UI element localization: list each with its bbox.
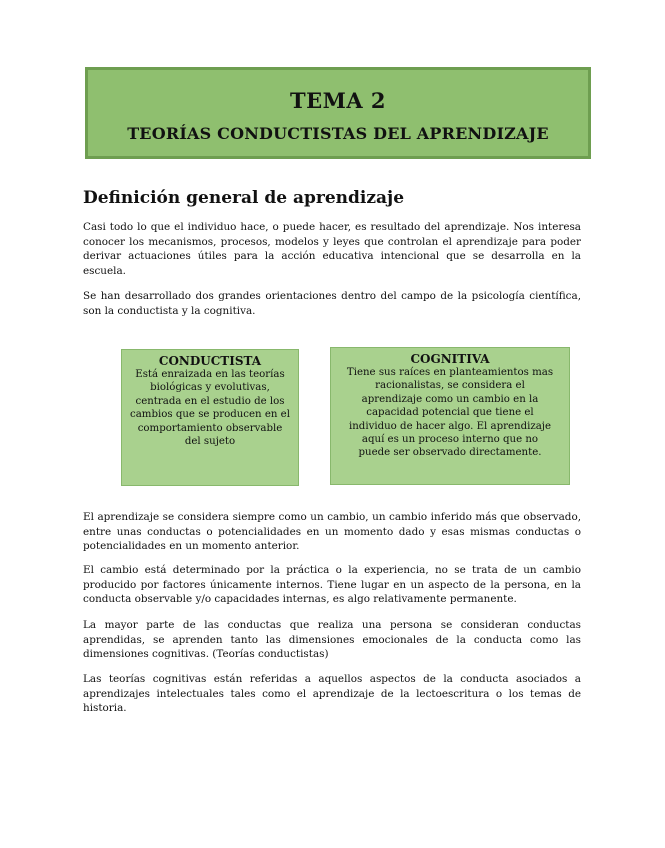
conductista-box: [121, 349, 299, 486]
body-paragraph-1: El aprendizaje se considera siempre como un cambio, un cambio inferido más que observado, entre unas conductas o potencialidades en un momento dado y esas mismas conductas o potencialidades en un momento anterior.: [83, 511, 581, 553]
cognitiva-title: COGNITIVA: [410, 352, 490, 366]
body-paragraph-2: El cambio está determinado por la práctica o la experiencia, no se trata de un cambio producido por factores únicamente internos. Tiene lugar en un aspecto de la persona, en la conducta observable y/o capacidades internas, es algo relativamente permanente.: [83, 564, 581, 606]
body-paragraph-3: La mayor parte de las conductas que realiza una persona se consideran conductas aprendidas, se aprenden tanto las dimensiones emocionales de la conducta como las dimensiones cognitivas. (Teorías conductistas): [83, 619, 581, 661]
body-paragraph-4: Las teorías cognitivas están referidas a aquellos aspectos de la conducta asociados a aprendizajes intelectuales tales como el aprendizaje de la lectoescritura o los temas de historia.: [83, 673, 581, 715]
cognitiva-text: Tiene sus raíces en planteamientos mas racionalistas, se considera el aprendizaje como un cambio en la capacidad potencial que tiene el individuo de hacer algo. El aprendizaje aquí es un proceso interno que no puede ser observado directamente.: [346, 367, 554, 459]
conductista-title: CONDUCTISTA: [158, 354, 262, 368]
intro-paragraph-1: Casi todo lo que el individuo hace, o puede hacer, es resultado del aprendizaje. Nos interesa conocer los mecanismos, procesos, modelos y leyes que controlan el aprendizaje para poder derivar actuaciones útiles para la acción educativa intencional que se desarrolla en la escuela.: [83, 221, 581, 277]
title-banner: [85, 67, 591, 159]
cognitiva-box: [330, 347, 570, 485]
conductista-text: Está enraizada en las teorías biológicas y evolutivas, centrada en el estudio de los cambios que se producen en el comportamiento observable del sujeto: [130, 369, 290, 448]
page-subtitle: TEORÍAS CONDUCTISTAS DEL APRENDIZAJE: [127, 124, 549, 143]
intro-paragraph-2: Se han desarrollado dos grandes orientaciones dentro del campo de la psicología científica, son la conductista y la cognitiva.: [83, 290, 581, 317]
section-heading: Definición general de aprendizaje: [83, 188, 405, 208]
page-title: TEMA 2: [289, 88, 387, 113]
